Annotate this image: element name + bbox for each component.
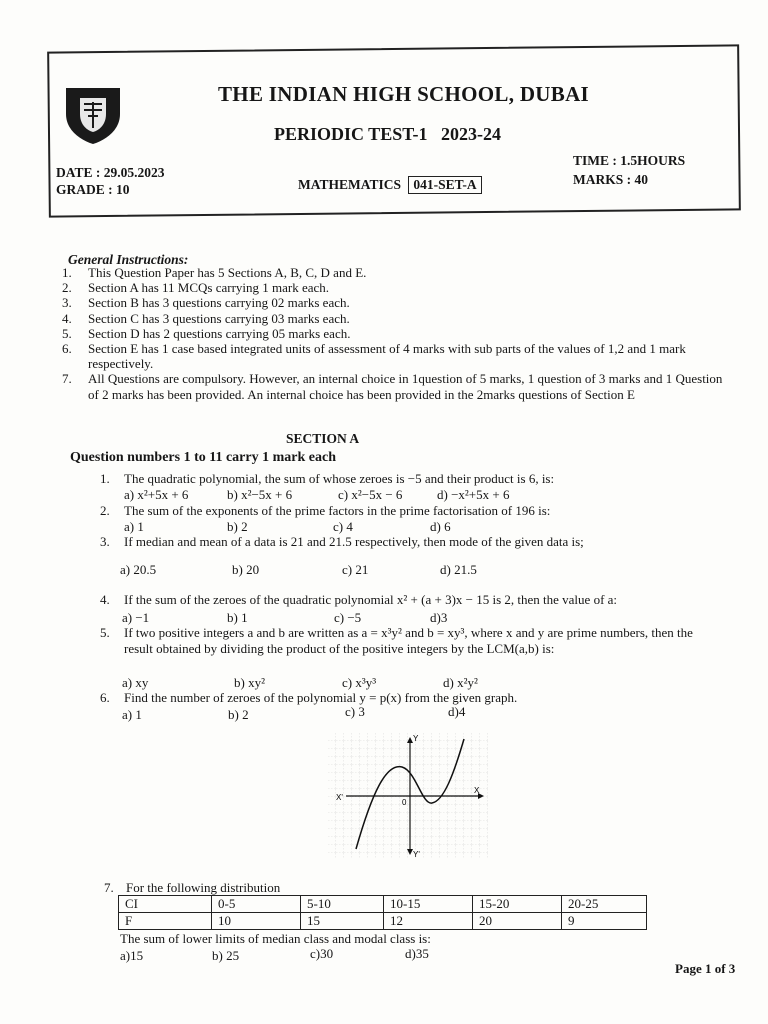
instruction-item: 5. Section D has 2 questions carrying 05 marks each. bbox=[62, 325, 351, 341]
instruction-item: 2. Section A has 11 MCQs carrying 1 mark each. bbox=[62, 280, 330, 296]
instruction-item: 4. Section C has 3 questions carrying 03 marks each. bbox=[62, 310, 350, 326]
instruction-item: 3. Section B has 3 questions carrying 02 marks each. bbox=[62, 295, 350, 311]
table-row bbox=[119, 896, 647, 913]
grade-label: GRADE : 10 bbox=[56, 182, 130, 197]
instructions-title: General Instructions: bbox=[68, 252, 189, 267]
table-cell: 20 bbox=[473, 913, 562, 930]
q2-option-a: a) 1 bbox=[124, 519, 144, 534]
q7-option-b: b) 25 bbox=[212, 948, 240, 963]
page-number: Page 1 of 3 bbox=[675, 961, 736, 976]
q2-option-b: b) 2 bbox=[227, 519, 248, 534]
instructions-list bbox=[62, 265, 732, 402]
q7-option-a: a)15 bbox=[120, 948, 144, 963]
y-pos-label: Y bbox=[413, 734, 419, 743]
q3-option-d: d) 21.5 bbox=[440, 562, 477, 577]
table-cell: CI bbox=[119, 896, 212, 913]
table-cell: 15-20 bbox=[473, 896, 562, 913]
table-cell: 12 bbox=[384, 913, 473, 930]
table-cell: 10-15 bbox=[384, 896, 473, 913]
q2-option-c: c) 4 bbox=[333, 519, 353, 534]
question-7-continued: The sum of lower limits of median class and modal class is: bbox=[120, 931, 431, 946]
q3-option-b: b) 20 bbox=[232, 562, 260, 577]
table-cell: 5-10 bbox=[301, 896, 384, 913]
table-cell: 20-25 bbox=[562, 896, 647, 913]
distribution-table bbox=[118, 895, 647, 930]
q3-option-c: c) 21 bbox=[342, 562, 369, 577]
q2-option-d: d) 6 bbox=[430, 519, 451, 534]
q6-option-c: c) 3 bbox=[345, 704, 365, 719]
q4-option-c: c) −5 bbox=[334, 610, 362, 625]
instruction-item: 7. All Questions are compulsory. However, an internal choice in 1question of 5 marks, 1 question of 3 marks and 1 Question of 2 marks has been provided. An internal choice has been provided in the 2marks questions of Section E bbox=[62, 371, 723, 402]
q3-option-a: a) 20.5 bbox=[120, 562, 157, 577]
instruction-item: 6. Section E has 1 case based integrated units of assessment of 4 marks with sub parts of the values of 1,2 and 1 mark respectively. bbox=[62, 341, 686, 372]
q4-option-b: b) 1 bbox=[227, 610, 248, 625]
q4-option-d: d)3 bbox=[430, 610, 448, 625]
table-cell: F bbox=[119, 913, 212, 930]
test-title: PERIODIC TEST-1 2023-24 bbox=[274, 124, 502, 144]
q6-option-b: b) 2 bbox=[228, 707, 249, 722]
section-a-subtitle: Question numbers 1 to 11 carry 1 mark each bbox=[70, 450, 336, 465]
x-pos-label: X bbox=[474, 786, 480, 795]
marks-label: MARKS : 40 bbox=[573, 172, 648, 187]
subject-name: MATHEMATICS bbox=[298, 177, 402, 192]
q5-option-c: c) x³y³ bbox=[342, 675, 377, 690]
q7-option-c: c)30 bbox=[310, 946, 334, 961]
table-cell: 9 bbox=[562, 913, 647, 930]
instruction-item: 1. This Question Paper has 5 Sections A, B, C, D and E. bbox=[62, 265, 367, 280]
set-code: 041-SET-A bbox=[408, 176, 481, 194]
polynomial-graph bbox=[328, 733, 488, 859]
q6-option-a: a) 1 bbox=[122, 707, 142, 722]
q1-option-b: b) x²−5x + 6 bbox=[227, 487, 293, 502]
time-label: TIME : 1.5HOURS bbox=[573, 153, 686, 168]
q1-option-d: d) −x²+5x + 6 bbox=[437, 487, 510, 502]
x-neg-label: X' bbox=[336, 793, 343, 802]
exam-date: DATE : 29.05.2023 bbox=[56, 165, 165, 180]
q6-option-d: d)4 bbox=[448, 704, 466, 719]
school-name: THE INDIAN HIGH SCHOOL, DUBAI bbox=[218, 82, 590, 106]
q5-option-d: d) x²y² bbox=[443, 675, 478, 690]
table-cell: 15 bbox=[301, 913, 384, 930]
section-a-title: SECTION A bbox=[286, 431, 360, 446]
table-row bbox=[119, 913, 647, 930]
table-cell: 0-5 bbox=[212, 896, 301, 913]
table-cell: 10 bbox=[212, 913, 301, 930]
y-neg-label: Y' bbox=[413, 850, 420, 859]
school-crest-icon bbox=[62, 84, 124, 146]
q5-option-a: a) xy bbox=[122, 675, 149, 690]
q1-option-c: c) x²−5x − 6 bbox=[338, 487, 403, 502]
q1-option-a: a) x²+5x + 6 bbox=[124, 487, 189, 502]
q7-option-d: d)35 bbox=[405, 946, 429, 961]
origin-label: 0 bbox=[402, 798, 407, 807]
subject-line bbox=[298, 176, 482, 194]
q5-option-b: b) xy² bbox=[234, 675, 265, 690]
q4-option-a: a) −1 bbox=[122, 610, 150, 625]
